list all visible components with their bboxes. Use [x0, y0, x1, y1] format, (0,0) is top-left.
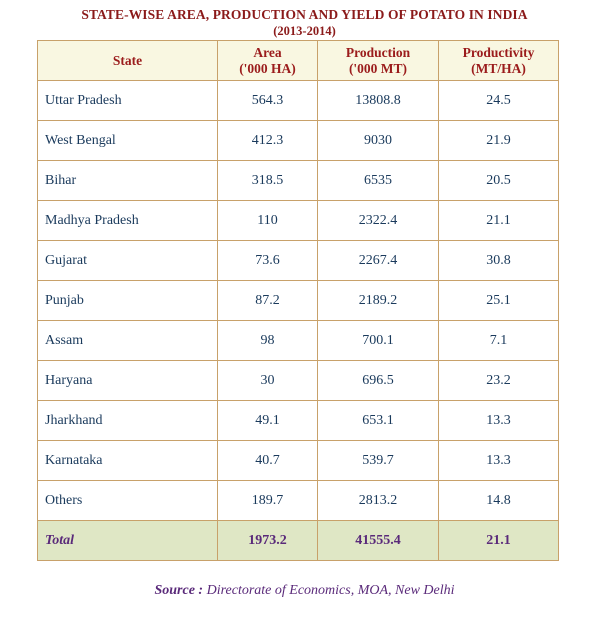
cell-productivity: 21.1 [439, 201, 559, 241]
header-state: State [38, 41, 218, 81]
table-row [38, 401, 559, 441]
table-row [38, 81, 559, 121]
cell-production: 539.7 [318, 441, 439, 481]
cell-productivity: 20.5 [439, 161, 559, 201]
cell-production: 13808.8 [318, 81, 439, 121]
header-productivity [439, 41, 559, 81]
cell-state: Madhya Pradesh [38, 201, 218, 241]
table-row [38, 481, 559, 521]
cell-state: Jharkhand [38, 401, 218, 441]
total-row [38, 521, 559, 561]
table-subtitle: (2013-2014) [273, 24, 336, 38]
cell-productivity: 14.8 [439, 481, 559, 521]
total-area: 1973.2 [218, 521, 318, 561]
cell-production: 696.5 [318, 361, 439, 401]
cell-production: 700.1 [318, 321, 439, 361]
table-row [38, 161, 559, 201]
cell-production: 2322.4 [318, 201, 439, 241]
table-row [38, 441, 559, 481]
cell-production: 2813.2 [318, 481, 439, 521]
header-productivity-label: Productivity [462, 44, 535, 60]
potato-data-table [37, 40, 559, 561]
cell-state: Uttar Pradesh [38, 81, 218, 121]
cell-production: 2267.4 [318, 241, 439, 281]
cell-area: 98 [218, 321, 318, 361]
cell-area: 110 [218, 201, 318, 241]
header-area [218, 41, 318, 81]
cell-area: 49.1 [218, 401, 318, 441]
cell-state: Assam [38, 321, 218, 361]
table-row [38, 201, 559, 241]
cell-productivity: 24.5 [439, 81, 559, 121]
cell-productivity: 7.1 [439, 321, 559, 361]
cell-production: 9030 [318, 121, 439, 161]
cell-area: 73.6 [218, 241, 318, 281]
cell-state: Bihar [38, 161, 218, 201]
source-note [0, 583, 609, 599]
header-production [318, 41, 439, 81]
cell-state: Karnataka [38, 441, 218, 481]
table-title: STATE-WISE AREA, PRODUCTION AND YIELD OF POTATO IN INDIA [81, 7, 528, 22]
cell-productivity: 13.3 [439, 401, 559, 441]
table-row [38, 361, 559, 401]
source-label: Source : [154, 583, 204, 598]
cell-area: 189.7 [218, 481, 318, 521]
cell-area: 564.3 [218, 81, 318, 121]
cell-productivity: 21.9 [439, 121, 559, 161]
cell-productivity: 25.1 [439, 281, 559, 321]
cell-state: Punjab [38, 281, 218, 321]
cell-production: 2189.2 [318, 281, 439, 321]
cell-productivity: 30.8 [439, 241, 559, 281]
cell-area: 412.3 [218, 121, 318, 161]
cell-state: Others [38, 481, 218, 521]
source-text: Directorate of Economics, MOA, New Delhi [206, 583, 455, 598]
header-production-label: Production [345, 44, 411, 60]
table-row [38, 121, 559, 161]
cell-production: 653.1 [318, 401, 439, 441]
cell-area: 87.2 [218, 281, 318, 321]
cell-productivity: 13.3 [439, 441, 559, 481]
cell-state: Haryana [38, 361, 218, 401]
cell-production: 6535 [318, 161, 439, 201]
cell-area: 30 [218, 361, 318, 401]
cell-state: West Bengal [38, 121, 218, 161]
total-productivity: 21.1 [439, 521, 559, 561]
header-productivity-unit: (MT/HA) [471, 60, 526, 76]
cell-state: Gujarat [38, 241, 218, 281]
cell-area: 40.7 [218, 441, 318, 481]
total-label: Total [38, 521, 218, 561]
header-area-unit: ('000 HA) [239, 60, 296, 76]
cell-productivity: 23.2 [439, 361, 559, 401]
total-production: 41555.4 [318, 521, 439, 561]
header-row [38, 41, 559, 81]
table-row [38, 281, 559, 321]
table-row [38, 241, 559, 281]
table-row [38, 321, 559, 361]
header-production-unit: ('000 MT) [348, 60, 408, 76]
header-area-label: Area [253, 44, 282, 60]
cell-area: 318.5 [218, 161, 318, 201]
